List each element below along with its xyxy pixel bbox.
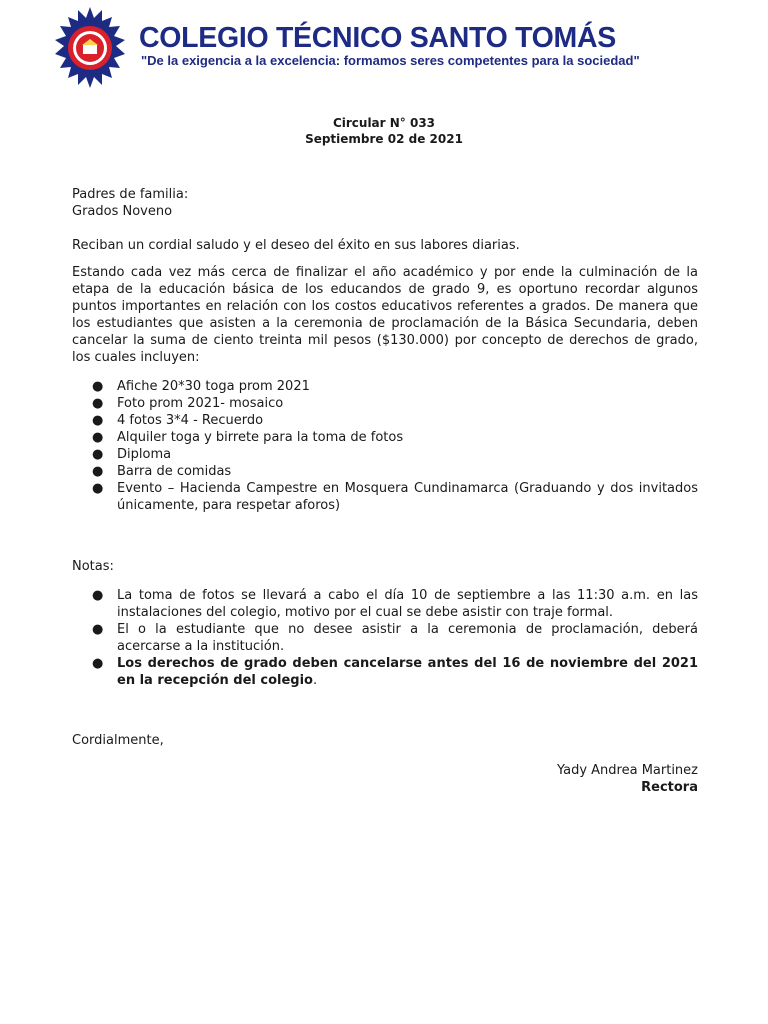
signature-name: Yady Andrea Martinez — [556, 763, 698, 778]
notes-label: Notas: — [72, 559, 114, 574]
greeting: Reciban un cordial saludo y el deseo del éxito en sus labores diarias. — [72, 238, 520, 253]
note-item: ● El o la estudiante que no desee asistir a la ceremonia de proclamación, deberá acercarse a la institución. — [92, 622, 698, 654]
note-item: ● Los derechos de grado deben cancelarse antes del 16 de noviembre del 2021 en la recepción del colegio. — [92, 656, 698, 688]
school-motto: "De la exigencia a la excelencia: formamos seres competentes para la sociedad" — [141, 53, 640, 68]
recipient-line: Grados Noveno — [72, 204, 173, 219]
bullet-icon: ● — [92, 656, 104, 671]
body-paragraph: Estando cada vez más cerca de finalizar el año académico y por ende la culminación de la etapa de la educación básica de los educandos de grado 9, es oportuno recordar algunos puntos importantes en relación con los costos educativos referentes a grados. De manera que los estudiantes que asisten a la ceremonia de proclamación de la Básica Secundaria, deben cancelar la suma de ciento treinta mil pesos ($130.000) por concepto de derechos de grado, los cuales incluyen: — [72, 265, 698, 365]
bullet-icon: ● — [92, 622, 104, 637]
list-item: ● Diploma — [92, 447, 172, 462]
bullet-icon: ● — [92, 430, 104, 445]
bullet-icon: ● — [92, 447, 104, 462]
closing: Cordialmente, — [72, 733, 164, 748]
included-items-list — [72, 378, 698, 514]
circular-date: Septiembre 02 de 2021 — [305, 132, 463, 146]
circular-number: Circular N° 033 — [332, 116, 436, 130]
list-item: ● Foto prom 2021- mosaico — [92, 396, 284, 411]
letterhead — [48, 6, 728, 90]
bullet-icon: ● — [92, 413, 104, 428]
note-end-punct: . — [313, 673, 318, 688]
bullet-icon: ● — [92, 396, 104, 411]
list-item: ● Alquiler toga y birrete para la toma de fotos — [92, 430, 404, 445]
recipients — [72, 186, 698, 220]
list-item: ● Evento – Hacienda Campestre en Mosquera Cundinamarca (Graduando y dos invitados únicamente, para respetar aforos) — [92, 481, 698, 513]
signature-role: Rectora — [641, 780, 698, 795]
bullet-icon: ● — [92, 464, 104, 479]
list-item: ● Barra de comidas — [92, 464, 232, 479]
note-item: ● La toma de fotos se llevará a cabo el día 10 de septiembre a las 11:30 a.m. en las instalaciones del colegio, motivo por el cual se debe asistir con traje formal. — [92, 588, 698, 620]
bullet-icon: ● — [92, 588, 104, 603]
list-item: ● Afiche 20*30 toga prom 2021 — [92, 379, 310, 394]
bullet-icon: ● — [92, 481, 104, 496]
list-item: ● 4 fotos 3*4 - Recuerdo — [92, 413, 264, 428]
recipient-line: Padres de familia: — [72, 187, 189, 202]
bullet-icon: ● — [92, 379, 104, 394]
notes-list — [72, 587, 698, 689]
school-name: COLEGIO TÉCNICO SANTO TOMÁS — [139, 22, 616, 54]
school-seal-logo — [48, 6, 132, 90]
